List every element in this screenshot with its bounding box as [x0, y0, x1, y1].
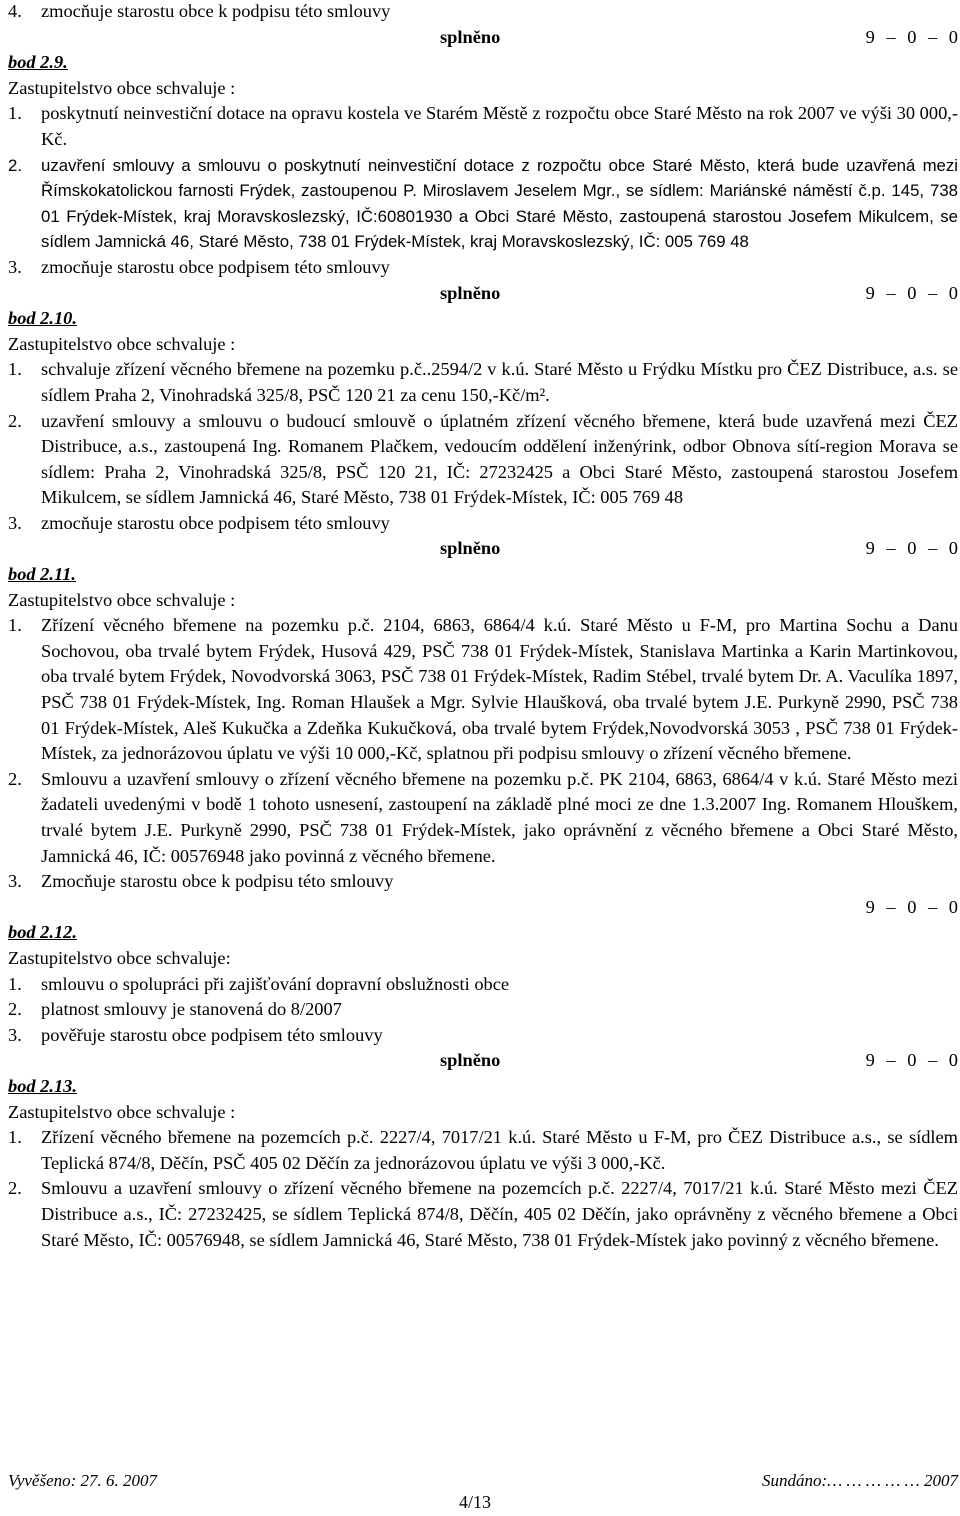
- numbered-item: [8, 357, 958, 408]
- numbered-item: [8, 869, 958, 895]
- vote-count: 9 – 0 – 0: [865, 896, 958, 917]
- item-text: smlouvu o spolupráci při zajišťování dopravní obslužnosti obce: [41, 973, 510, 994]
- numbered-item: [8, 997, 958, 1023]
- item-text: Zmocňuje starostu obce k podpisu této smlouvy: [41, 871, 394, 892]
- removed-date: Sundáno:… … … … … 2007: [762, 1471, 958, 1490]
- resolution-intro: Zastupitelstvo obce schvaluje:: [8, 947, 231, 968]
- fulfilled-label: splněno: [440, 282, 501, 303]
- numbered-item: [8, 409, 958, 511]
- numbered-item: [8, 1023, 958, 1049]
- document-page: [8, 0, 958, 1253]
- item-number: 2.: [8, 1178, 22, 1199]
- item-text: Zřízení věcného břemene na pozemku p.č. 2104, 6863, 6864/4 k.ú. Staré Město u F-M, pro Martina Sochu a Danu Sochovou, oba trvalé bytem Frýdek, Husová 429, PSČ 738 01 Frýdek-Místek, Stanislava Martinka a Karin Martinkovou, oba trvalé bytem Frýdek, Novodvorská 3063, PSČ 738 01 Frýdek-Místek, Radim Stébel, trvalé bytem Dr. A. Vaculíka 1897, PSČ 738 01 Frýdek-Místek, Ing. Roman Hlaušek a Mgr. Sylvie Hlaušková, oba trvalé bytem J.E. Purkyně 2990, PSČ 738 01 Frýdek-Místek, Aleš Kukučka a Zdeňka Kukučková, oba trvalé bytem Frýdek,Novodvorská 3053 , PSČ 738 01 Frýdek-Místek, za jednorázovou úplatu ve výši 10 000,-Kč, splatnou při podpisu smlouvy o zřízení věcného břemene.: [41, 615, 958, 764]
- item-number: 2.: [8, 768, 22, 789]
- item-text: schvaluje zřízení věcného břemene na pozemku p.č..2594/2 v k.ú. Staré Město u Frýdku Místku pro ČEZ Distribuce, a.s. se sídlem Praha 2, Vinohradská 325/8, PSČ 120 21 za cenu 150,-Kč/m².: [41, 359, 958, 405]
- item-text: zmocňuje starostu obce podpisem této smlouvy: [41, 256, 390, 277]
- section-number: bod 2.10.: [8, 308, 77, 329]
- numbered-item: [8, 1176, 958, 1253]
- vote-count: 9 – 0 – 0: [865, 26, 958, 47]
- fulfilled-label: splněno: [440, 538, 501, 559]
- item-number: 1.: [8, 359, 22, 380]
- resolution-intro: Zastupitelstvo obce schvaluje :: [8, 1101, 236, 1122]
- item-number: 2.: [8, 999, 22, 1020]
- item-number: 1.: [8, 973, 22, 994]
- item-text: uzavření smlouvy a smlouvu o budoucí smlouvě o úplatném zřízení věcného břemene, která bude uzavřená mezi ČEZ Distribuce, a.s., zastoupená Ing. Romanem Plačkem, vedoucím oddělení inženýrink, odbor Obnova sítí-region Morava se sídlem: Praha 2, Vinohradská 325/8, PSČ 120 21, IČ: 27232425 a Obci Staré Město, zastoupená starostou Josefem Mikulcem, se sídlem Jamnická 46, Staré Město, 738 01 Frýdek-Místek, IČ: 005 769 48: [41, 410, 958, 508]
- section-number: bod 2.9.: [8, 52, 68, 73]
- section-heading: [8, 306, 958, 332]
- item-text: Smlouvu a uzavření smlouvy o zřízení věcného břemene na pozemku p.č. PK 2104, 6863, 6864/4 v k.ú. Staré Město mezi žadateli uvedenými v bodě 1 tohoto usnesení, zastoupení na základě plné moci ze dne 1.3.2007 Ing. Romanem Hlouškem, trvalé bytem J.E. Purkyně 2990, PSČ 738 01 Frýdek-Místek, jako oprávnění z věcného břemene a Obci Staré Město, Jamnická 46, IČ: 00576948 jako povinná z věcného břemene.: [41, 768, 958, 866]
- section-heading: [8, 1074, 958, 1100]
- item-text: pověřuje starostu obce podpisem této smlouvy: [41, 1024, 383, 1045]
- item-number: 1.: [8, 103, 22, 124]
- vote-result: [8, 895, 958, 921]
- vote-result: [8, 536, 958, 562]
- numbered-item: [8, 511, 958, 537]
- resolution-intro: Zastupitelstvo obce schvaluje :: [8, 589, 236, 610]
- vote-result: [8, 281, 958, 307]
- item-number: 3.: [8, 871, 22, 892]
- section-number: bod 2.11.: [8, 564, 76, 585]
- item-text: zmocňuje starostu obce k podpisu této smlouvy: [41, 1, 391, 21]
- item-text: Smlouvu a uzavření smlouvy o zřízení věcného břemene na pozemcích p.č. 2227/4, 7017/21 k.ú. Staré Město mezi ČEZ Distribuce a.s., IČ: 27232425, se sídlem Teplická 874/8, Děčín, 405 02 Děčín, jako oprávněny z věcného břemene a Obci Staré Město, IČ: 00576948, se sídlem Jamnická 46, Staré Město, 738 01 Frýdek-Místek jako povinný z věcného břemene.: [41, 1178, 958, 1250]
- section-number: bod 2.13.: [8, 1075, 77, 1096]
- item-number: 3.: [8, 512, 22, 533]
- section-heading: [8, 50, 958, 76]
- item-number: 2.: [8, 410, 22, 431]
- vote-count: 9 – 0 – 0: [865, 538, 958, 559]
- numbered-item: [8, 0, 958, 25]
- numbered-item: [8, 101, 958, 152]
- item-number: 1.: [8, 615, 22, 636]
- section-heading: [8, 562, 958, 588]
- item-number: 3.: [8, 256, 22, 277]
- numbered-item: [8, 1125, 958, 1176]
- vote-count: 9 – 0 – 0: [865, 282, 958, 303]
- item-text: uzavření smlouvy a smlouvu o poskytnutí neinvestiční dotace z rozpočtu obce Staré Město, která bude uzavřená mezi Římskokatolickou farnosti Frýdek, zastoupenou P. Miroslavem Jeselem Mgr., se sídlem: Mariánské náměstí č.p. 145, 738 01 Frýdek-Místek, kraj Moravskoslezský, IČ:60801930 a Obci Staré Město, zastoupená starostou Josefem Mikulcem, se sídlem Jamnická 46, Staré Město, 738 01 Frýdek-Místek, kraj Moravskoslezský, IČ: 005 769 48: [41, 155, 958, 252]
- resolution-intro: Zastupitelstvo obce schvaluje :: [8, 333, 236, 354]
- vote-count: 9 – 0 – 0: [865, 1050, 958, 1071]
- item-text: poskytnutí neinvestiční dotace na opravu kostela ve Starém Městě z rozpočtu obce Staré Město na rok 2007 ve výši 30 000,-Kč.: [41, 103, 958, 149]
- vote-result: [8, 1048, 958, 1074]
- numbered-item: [8, 613, 958, 767]
- posted-date: Vyvěšeno: 27. 6. 2007: [8, 1471, 158, 1490]
- item-number: 1.: [8, 1127, 22, 1148]
- item-text: platnost smlouvy je stanovená do 8/2007: [41, 999, 342, 1020]
- item-number: 3.: [8, 1024, 22, 1045]
- item-text: Zřízení věcného břemene na pozemcích p.č. 2227/4, 7017/21 k.ú. Staré Město u F-M, pro ČEZ Distribuce a.s., se sídlem Teplická 874/8, Děčín, PSČ 405 02 Děčín za jednorázovou úplatu ve výši 3 000,-Kč.: [41, 1127, 958, 1173]
- fulfilled-label: splněno: [440, 26, 501, 47]
- numbered-item: [8, 767, 958, 869]
- resolution-intro: Zastupitelstvo obce schvaluje :: [8, 77, 236, 98]
- vote-result: [8, 25, 958, 51]
- item-text: zmocňuje starostu obce podpisem této smlouvy: [41, 512, 390, 533]
- numbered-item: [8, 255, 958, 281]
- item-number: 2.: [8, 155, 22, 175]
- page-number: 4/13: [458, 1492, 491, 1512]
- numbered-item: [8, 153, 958, 255]
- section-heading: [8, 920, 958, 946]
- page-footer: [8, 1468, 958, 1492]
- section-number: bod 2.12.: [8, 922, 77, 943]
- item-number: 4.: [8, 1, 22, 21]
- fulfilled-label: splněno: [440, 1050, 501, 1071]
- numbered-item: [8, 972, 958, 998]
